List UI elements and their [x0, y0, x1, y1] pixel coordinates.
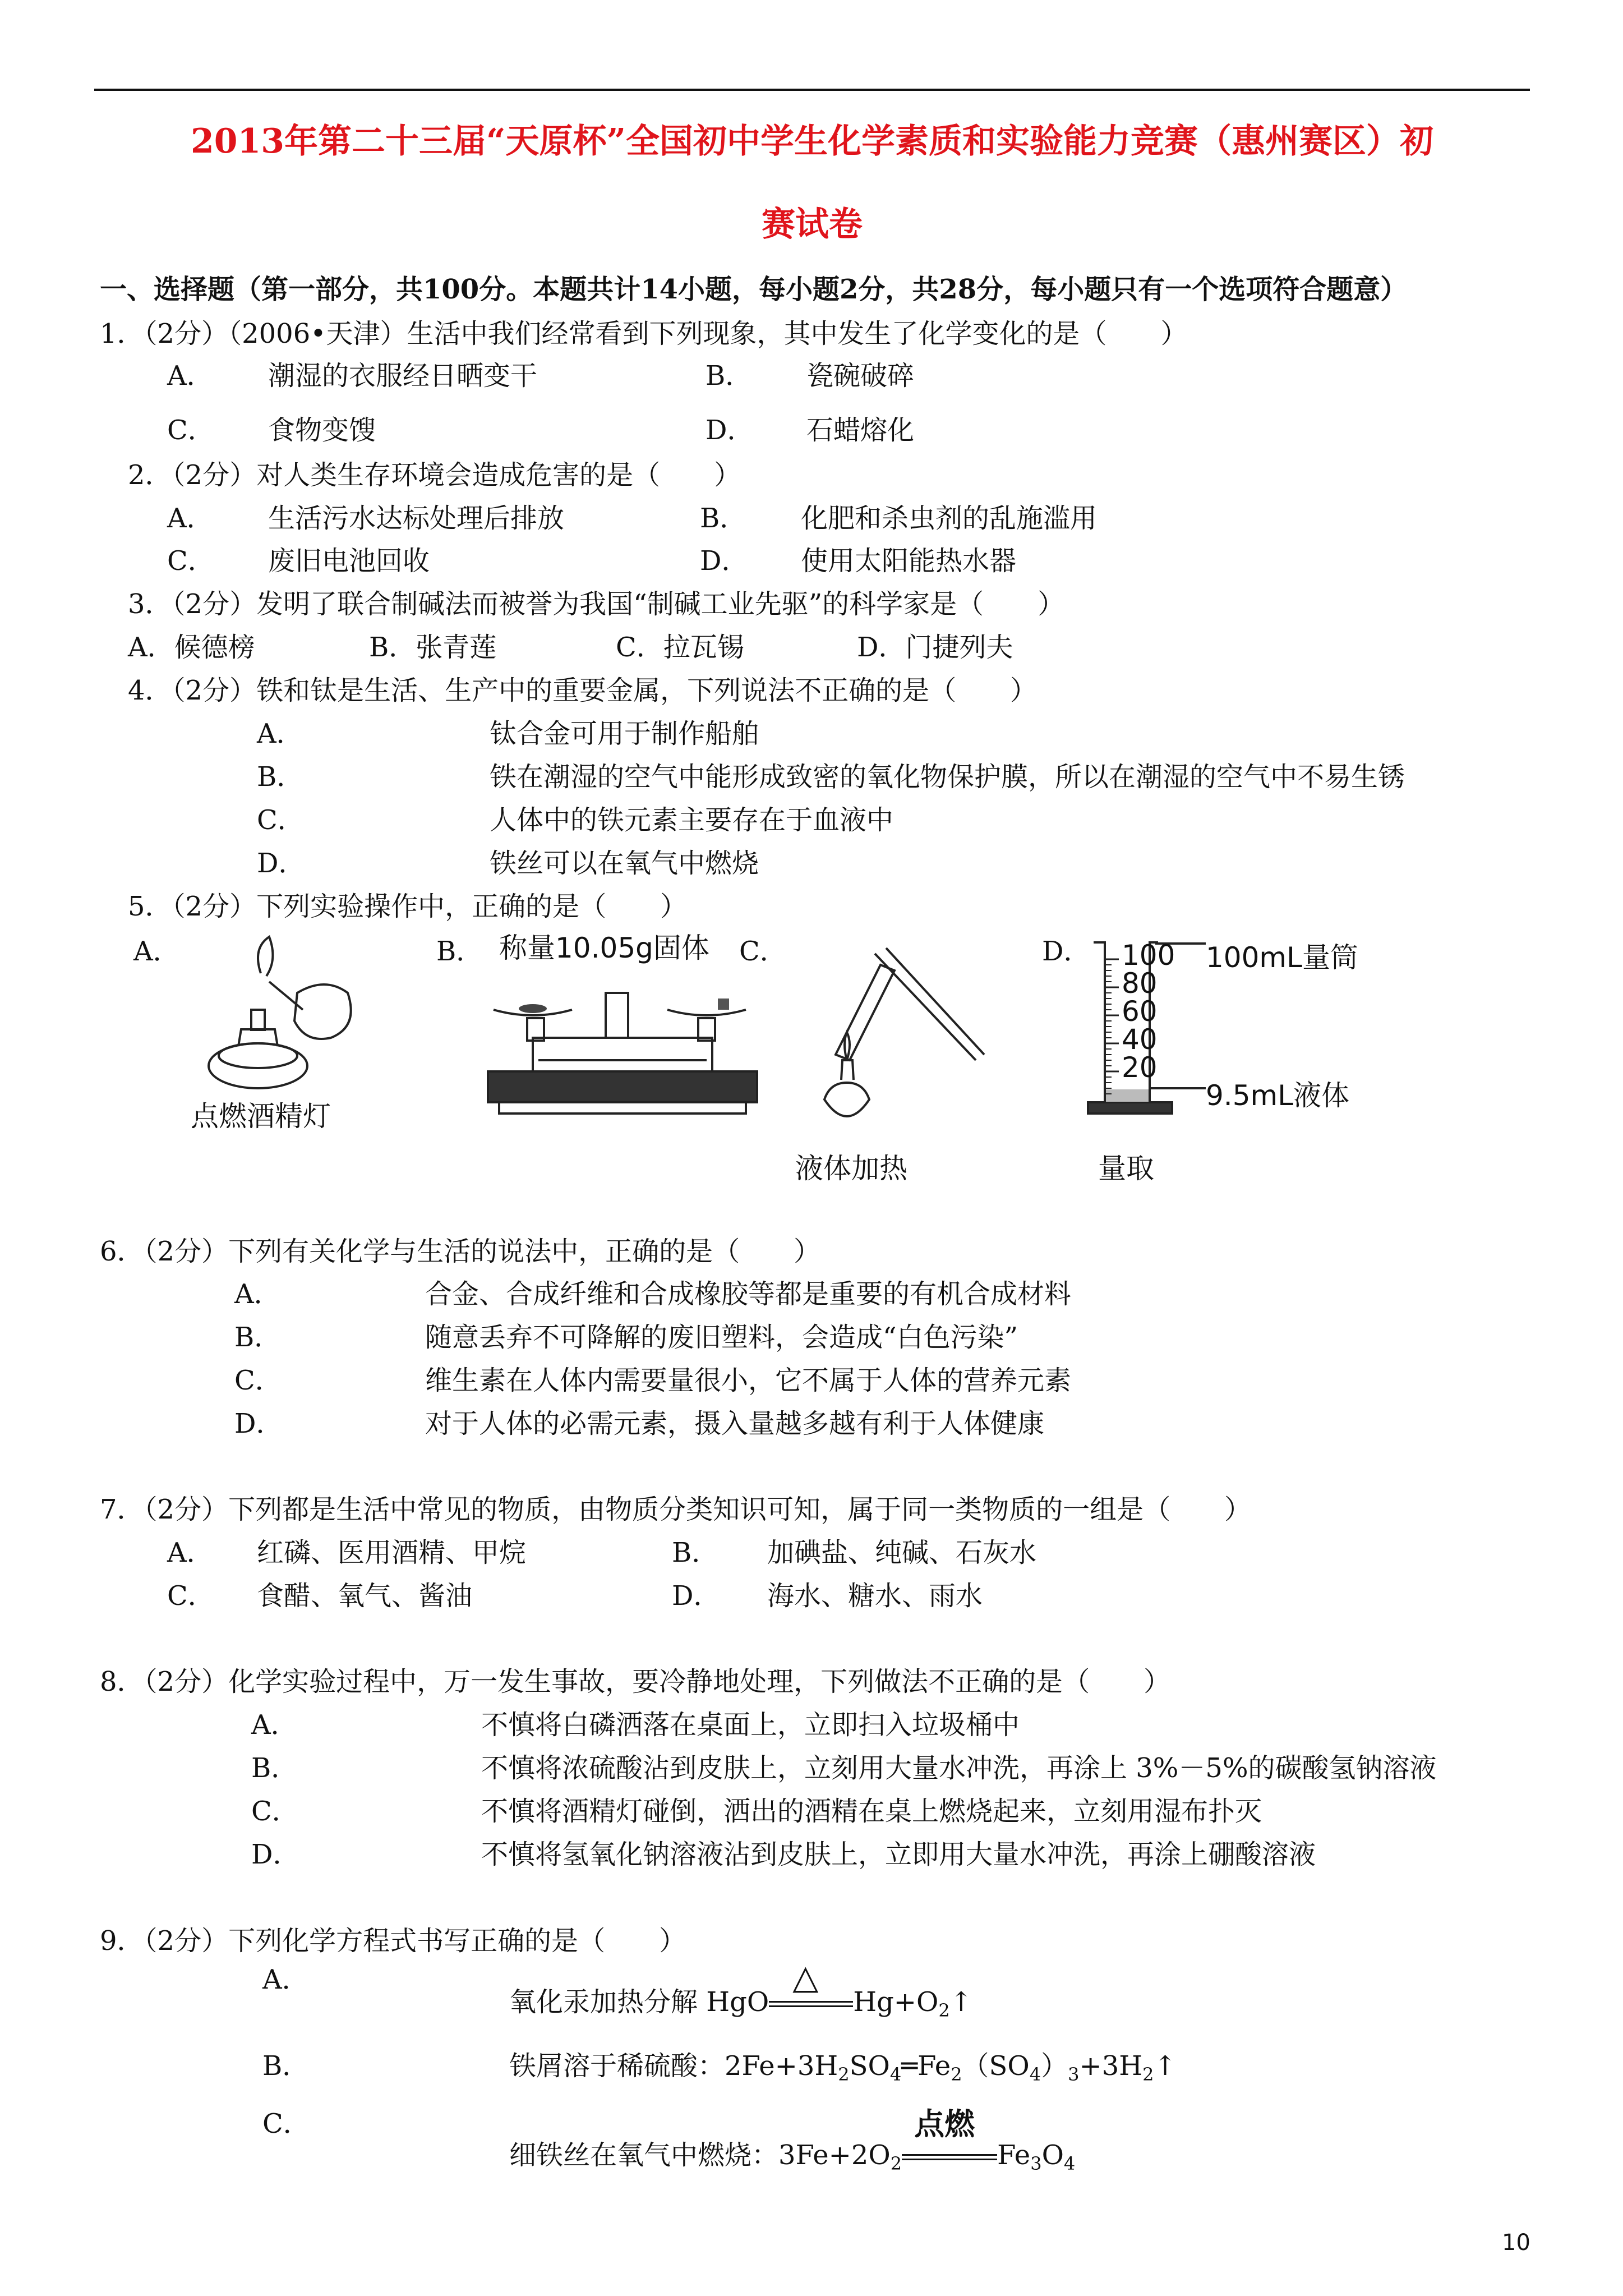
q8-option-d: 不慎将氢氧化钠溶液沾到皮肤上，立即用大量水冲洗，再涂上硼酸溶液: [481, 1839, 1316, 1870]
q7-option-c-letter: C．: [167, 1580, 215, 1612]
q8-option-c-letter: C．: [251, 1796, 299, 1827]
q8-option-b-letter: B．: [251, 1752, 298, 1784]
q2-option-d: 使用太阳能热水器: [801, 545, 1017, 577]
q8-option-d-letter: D．: [251, 1839, 300, 1870]
q9-c-left: 细铁丝在氧气中燃烧：3Fe+2O: [509, 2139, 891, 2171]
q1-option-c-letter: C．: [167, 415, 215, 446]
q3-option-c: C．拉瓦锡: [616, 632, 744, 663]
q2-option-b-letter: B．: [700, 503, 747, 534]
q4-option-b: 铁在潮湿的空气中能形成致密的氧化物保护膜，所以在潮湿的空气中不易生锈: [490, 761, 1405, 793]
q6-option-a-letter: A．: [234, 1278, 281, 1310]
q9-option-b-letter: B．: [262, 2050, 310, 2082]
q7-stem: 7．（2分）下列都是生活中常见的物质，由物质分类知识可知，属于同一类物质的一组是（ ）: [100, 1494, 1252, 1525]
q7-option-a-letter: A．: [167, 1537, 214, 1568]
q3-option-b: B．张青莲: [369, 632, 497, 663]
q9-option-c-equation: 细铁丝在氧气中燃烧：$3Fe+2O_2$ 点燃 $Fe_3O_4$: [509, 2106, 1076, 2174]
q5-option-a-letter: A．: [133, 936, 180, 967]
q2-stem: 2．（2分）对人类生存环境会造成危害的是（ ）: [128, 459, 741, 491]
q2-option-b: 化肥和杀虫剂的乱施滥用: [801, 503, 1098, 534]
q8-option-b: 不慎将浓硫酸沾到皮肤上，立刻用大量水冲洗，再涂上 3%－5%的碳酸氢钠溶液: [481, 1752, 1437, 1784]
q6-option-d-letter: D．: [234, 1408, 283, 1439]
q7-option-a: 红磷、医用酒精、甲烷: [257, 1537, 527, 1568]
q2-option-c: 废旧电池回收: [268, 545, 430, 577]
q9-option-c-letter: C．: [262, 2108, 310, 2139]
q8-option-c: 不慎将酒精灯碰倒，洒出的酒精在桌上燃烧起来，立刻用湿布扑灭: [481, 1796, 1262, 1827]
q9-option-a-letter: A．: [262, 1964, 309, 1995]
q4-option-c-letter: C．: [257, 804, 305, 836]
q2-option-c-letter: C．: [167, 545, 215, 577]
q1-option-a-letter: A．: [167, 360, 214, 392]
q9-option-b-equation: 铁屑溶于稀硫酸：$2Fe+3H_2SO_4═Fe_2(SO_4)_3+3H_2↑$: [509, 2050, 1177, 2085]
q1-option-c: 食物变馊: [268, 415, 376, 446]
q5-option-b-letter: B．: [436, 936, 483, 967]
gas-arrow-icon: ↑: [1154, 2050, 1177, 2082]
q1-option-d: 石蜡熔化: [806, 415, 915, 446]
paper-title-line1: 2013年第二十三届“天原杯”全国初中学生化学素质和实验能力竞赛（惠州赛区）初: [190, 122, 1433, 161]
liquid-heating-illustration: [791, 931, 993, 1144]
paper-title-line2: 赛试卷: [762, 205, 863, 244]
q4-option-a-letter: A．: [257, 718, 303, 749]
q6-option-c-letter: C．: [234, 1365, 282, 1396]
q7-option-d: 海水、糖水、雨水: [767, 1580, 983, 1612]
q4-stem: 4．（2分）铁和钛是生活、生产中的重要金属，下列说法不正确的是（ ）: [128, 675, 1038, 706]
q9-stem: 9．（2分）下列化学方程式书写正确的是（ ）: [100, 1925, 686, 1957]
cylinder-label-bottom: 9.5mL液体: [1206, 1079, 1350, 1112]
q8-stem: 8．（2分）化学实验过程中，万一发生事故，要冷静地处理，下列做法不正确的是（ ）: [100, 1666, 1171, 1697]
q6-option-a: 合金、合成纤维和合成橡胶等都是重要的有机合成材料: [425, 1278, 1072, 1310]
cylinder-tick-label: 20: [1122, 1051, 1158, 1084]
q2-option-a: 生活污水达标处理后排放: [268, 503, 565, 534]
cylinder-label-top: 100mL量筒: [1206, 941, 1358, 974]
q5-option-a-caption: 点燃酒精灯: [191, 1100, 331, 1133]
q4-option-a: 钛合金可用于制作船舶: [490, 718, 759, 749]
alcohol-lamp-illustration: [185, 926, 370, 1094]
q5-option-d-caption: 量取: [1098, 1152, 1154, 1185]
q9-b-left: 铁屑溶于稀硫酸：2Fe+3H: [509, 2050, 838, 2082]
q7-option-c: 食醋、氧气、酱油: [257, 1580, 473, 1612]
gas-arrow-icon: ↑: [949, 1986, 972, 2018]
cylinder-tick-label: 40: [1122, 1023, 1158, 1056]
page-number: 10: [1502, 2230, 1530, 2256]
q1-option-a: 潮湿的衣服经日晒变干: [268, 360, 538, 392]
q7-option-b: 加碘盐、纯碱、石灰水: [767, 1537, 1037, 1568]
q6-option-b-letter: B．: [234, 1322, 282, 1353]
q4-option-c: 人体中的铁元素主要存在于血液中: [490, 804, 894, 836]
q5-option-d-letter: D．: [1042, 936, 1091, 967]
q4-option-d-letter: D．: [257, 848, 306, 879]
q1-stem: 1．（2分）（2006•天津）生活中我们经常看到下列现象，其中发生了化学变化的是（ ）: [100, 318, 1188, 349]
q9-a-left: 氧化汞加热分解 HgO: [509, 1986, 769, 2018]
cylinder-tick-label: 100: [1122, 939, 1175, 972]
q1-option-b: 瓷碗破碎: [806, 360, 915, 392]
q8-option-a: 不慎将白磷洒落在桌面上，立即扫入垃圾桶中: [481, 1709, 1020, 1741]
q9-a-right: Hg+O: [853, 1986, 939, 2018]
q3-stem: 3．（2分）发明了联合制碱法而被誉为我国“制碱工业先驱”的科学家是（ ）: [128, 588, 1065, 620]
q9-a-reaction-arrow: [769, 1957, 853, 2016]
q6-option-c: 维生素在人体内需要量很小，它不属于人体的营养元素: [425, 1365, 1072, 1396]
q9-option-a-equation: 氧化汞加热分解 HgO △ $Hg+O_2↑$: [509, 1957, 972, 2021]
q9-c-reaction-arrow: [902, 2106, 997, 2169]
q1-option-d-letter: D．: [706, 415, 754, 446]
q7-option-b-letter: B．: [672, 1537, 719, 1568]
q4-option-b-letter: B．: [257, 761, 304, 793]
q6-stem: 6．（2分）下列有关化学与生活的说法中，正确的是（ ）: [100, 1236, 821, 1267]
cylinder-tick-label: 80: [1122, 967, 1158, 1000]
ignite-condition: 点燃: [914, 2106, 975, 2142]
balance-illustration: [477, 976, 780, 1122]
top-rule: [94, 89, 1530, 91]
q6-option-b: 随意丢弃不可降解的废旧塑料，会造成“白色污染”: [425, 1322, 1018, 1353]
q9-c-right: Fe: [997, 2139, 1031, 2171]
q2-option-d-letter: D．: [700, 545, 749, 577]
heat-triangle-icon: △: [792, 1957, 819, 1997]
q5-option-b-caption: 称量10.05g固体: [499, 932, 709, 964]
q5-option-c-letter: C．: [739, 936, 787, 967]
q2-option-a-letter: A．: [167, 503, 214, 534]
q3-option-d: D．门捷列夫: [857, 632, 1013, 663]
q4-option-d: 铁丝可以在氧气中燃烧: [490, 848, 759, 879]
q5-stem: 5．（2分）下列实验操作中，正确的是（ ）: [128, 891, 688, 922]
q5-option-c-caption: 液体加热: [795, 1152, 907, 1185]
q7-option-d-letter: D．: [672, 1580, 721, 1612]
q8-option-a-letter: A．: [251, 1709, 298, 1741]
q1-option-b-letter: B．: [706, 360, 753, 392]
cylinder-tick-label: 60: [1122, 995, 1158, 1028]
q3-option-a: A．候德榜: [128, 632, 255, 663]
section-heading: 一、选择题（第一部分，共100分。本题共计14小题，每小题2分，共28分，每小题只有一个选项符合题意）: [100, 274, 1408, 305]
q6-option-d: 对于人体的必需元素，摄入量越多越有利于人体健康: [425, 1408, 1045, 1439]
